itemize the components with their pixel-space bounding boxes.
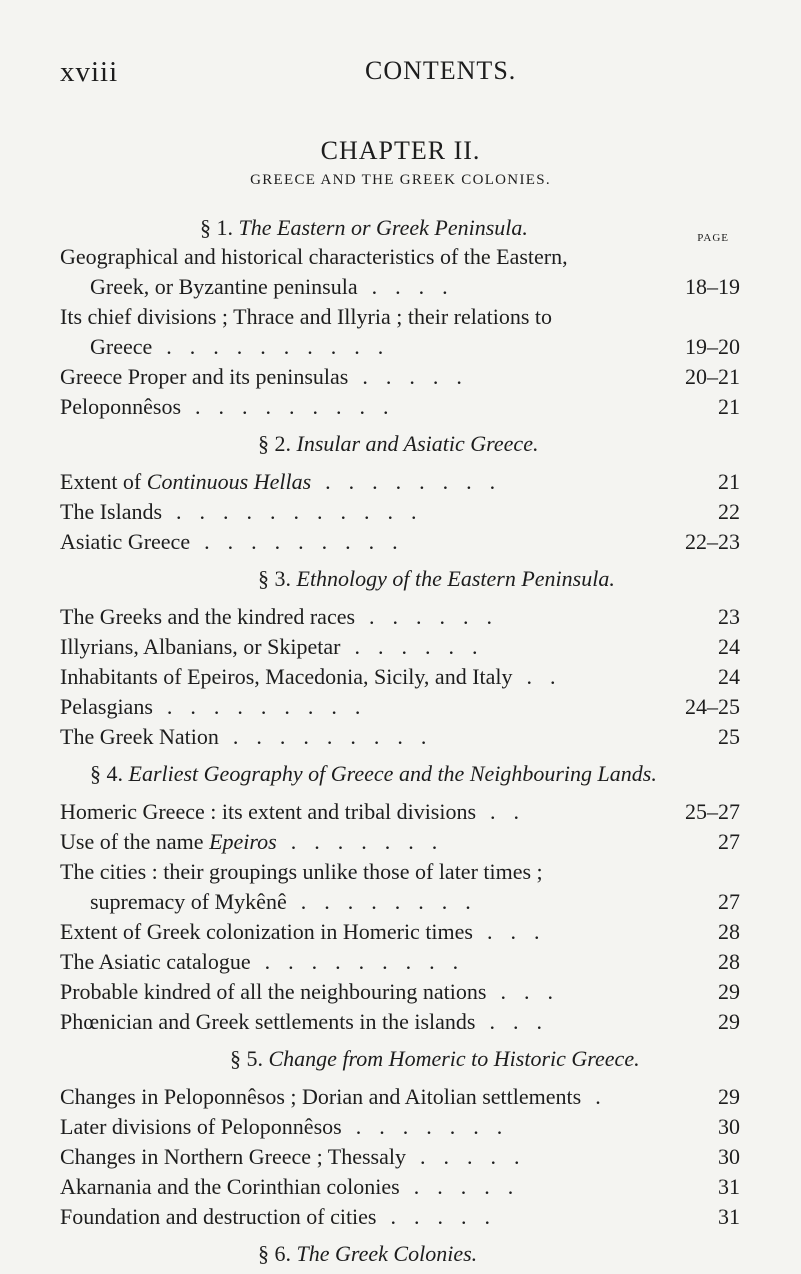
toc-entry[interactable]: Greece Proper and its peninsulas ..... 20–21 [60, 364, 740, 389]
toc-entry[interactable]: The Asiatic catalogue ......... 28 [60, 949, 740, 974]
page-header [60, 56, 761, 96]
toc-entry[interactable]: Changes in Peloponnêsos ; Dorian and Aitolian settlements . 29 [60, 1084, 740, 1109]
page-number: xviii [60, 56, 119, 88]
toc-entry[interactable]: Changes in Northern Greece ; Thessaly ..... 30 [60, 1144, 740, 1169]
toc-entry[interactable]: Probable kindred of all the neighbouring nations ... 29 [60, 979, 740, 1004]
toc-entry[interactable]: The cities : their groupings unlike those of later times ; [60, 859, 543, 884]
toc-entry[interactable]: Peloponnêsos ......... 21 [60, 394, 740, 419]
toc-entry[interactable]: Greece .......... 19–20 [90, 334, 740, 359]
page-column-label: PAGE [697, 232, 729, 244]
chapter-subtitle: GREECE AND THE GREEK COLONIES. [250, 172, 551, 188]
running-title: CONTENTS. [365, 56, 517, 85]
section-heading: § 2. Insular and Asiatic Greece. [258, 431, 539, 456]
chapter-title: CHAPTER II. [320, 136, 481, 165]
toc-entry[interactable]: Geographical and historical characteristics of the Eastern, [60, 244, 568, 269]
toc-entry[interactable]: Pelasgians ......... 24–25 [60, 694, 740, 719]
toc-entry[interactable]: Greek, or Byzantine peninsula .... 18–19 [90, 274, 740, 299]
toc-entry[interactable]: The Islands ........... 22 [60, 499, 740, 524]
toc-entry[interactable]: The Greek Nation ......... 25 [60, 724, 740, 749]
toc-entry[interactable]: Foundation and destruction of cities ..... 31 [60, 1204, 740, 1229]
section-heading: § 4. Earliest Geography of Greece and the Neighbouring Lands. [90, 761, 657, 786]
toc-entry[interactable]: Inhabitants of Epeiros, Macedonia, Sicily, and Italy .. 24 [60, 664, 740, 689]
toc-entry[interactable]: Its chief divisions ; Thrace and Illyria ; their relations to [60, 304, 553, 329]
toc-entry[interactable]: Homeric Greece : its extent and tribal divisions .. 25–27 [60, 799, 740, 824]
section-heading: § 6. The Greek Colonies. [258, 1241, 478, 1266]
section-heading: § 1. The Eastern or Greek Peninsula. [200, 215, 528, 240]
toc-entry[interactable]: Extent of Greek colonization in Homeric times ... 28 [60, 919, 740, 944]
toc-entry[interactable]: Phœnician and Greek settlements in the islands ... 29 [60, 1009, 740, 1034]
section-heading: § 3. Ethnology of the Eastern Peninsula. [258, 566, 615, 591]
toc-entry[interactable]: Extent of Continuous Hellas ........ 21 [60, 469, 740, 494]
toc-entry[interactable]: The Greeks and the kindred races ...... 23 [60, 604, 740, 629]
toc-entry[interactable]: Illyrians, Albanians, or Skipetar ...... 24 [60, 634, 740, 659]
toc-entry[interactable]: Later divisions of Peloponnêsos ....... 30 [60, 1114, 740, 1139]
section-heading: § 5. Change from Homeric to Historic Greece. [230, 1046, 640, 1071]
toc-entry[interactable]: Akarnania and the Corinthian colonies ..... 31 [60, 1174, 740, 1199]
toc-entry[interactable]: Asiatic Greece ......... 22–23 [60, 529, 740, 554]
toc-entry[interactable]: Use of the name Epeiros ....... 27 [60, 829, 740, 854]
toc-entry[interactable]: supremacy of Mykênê ........ 27 [90, 889, 740, 914]
